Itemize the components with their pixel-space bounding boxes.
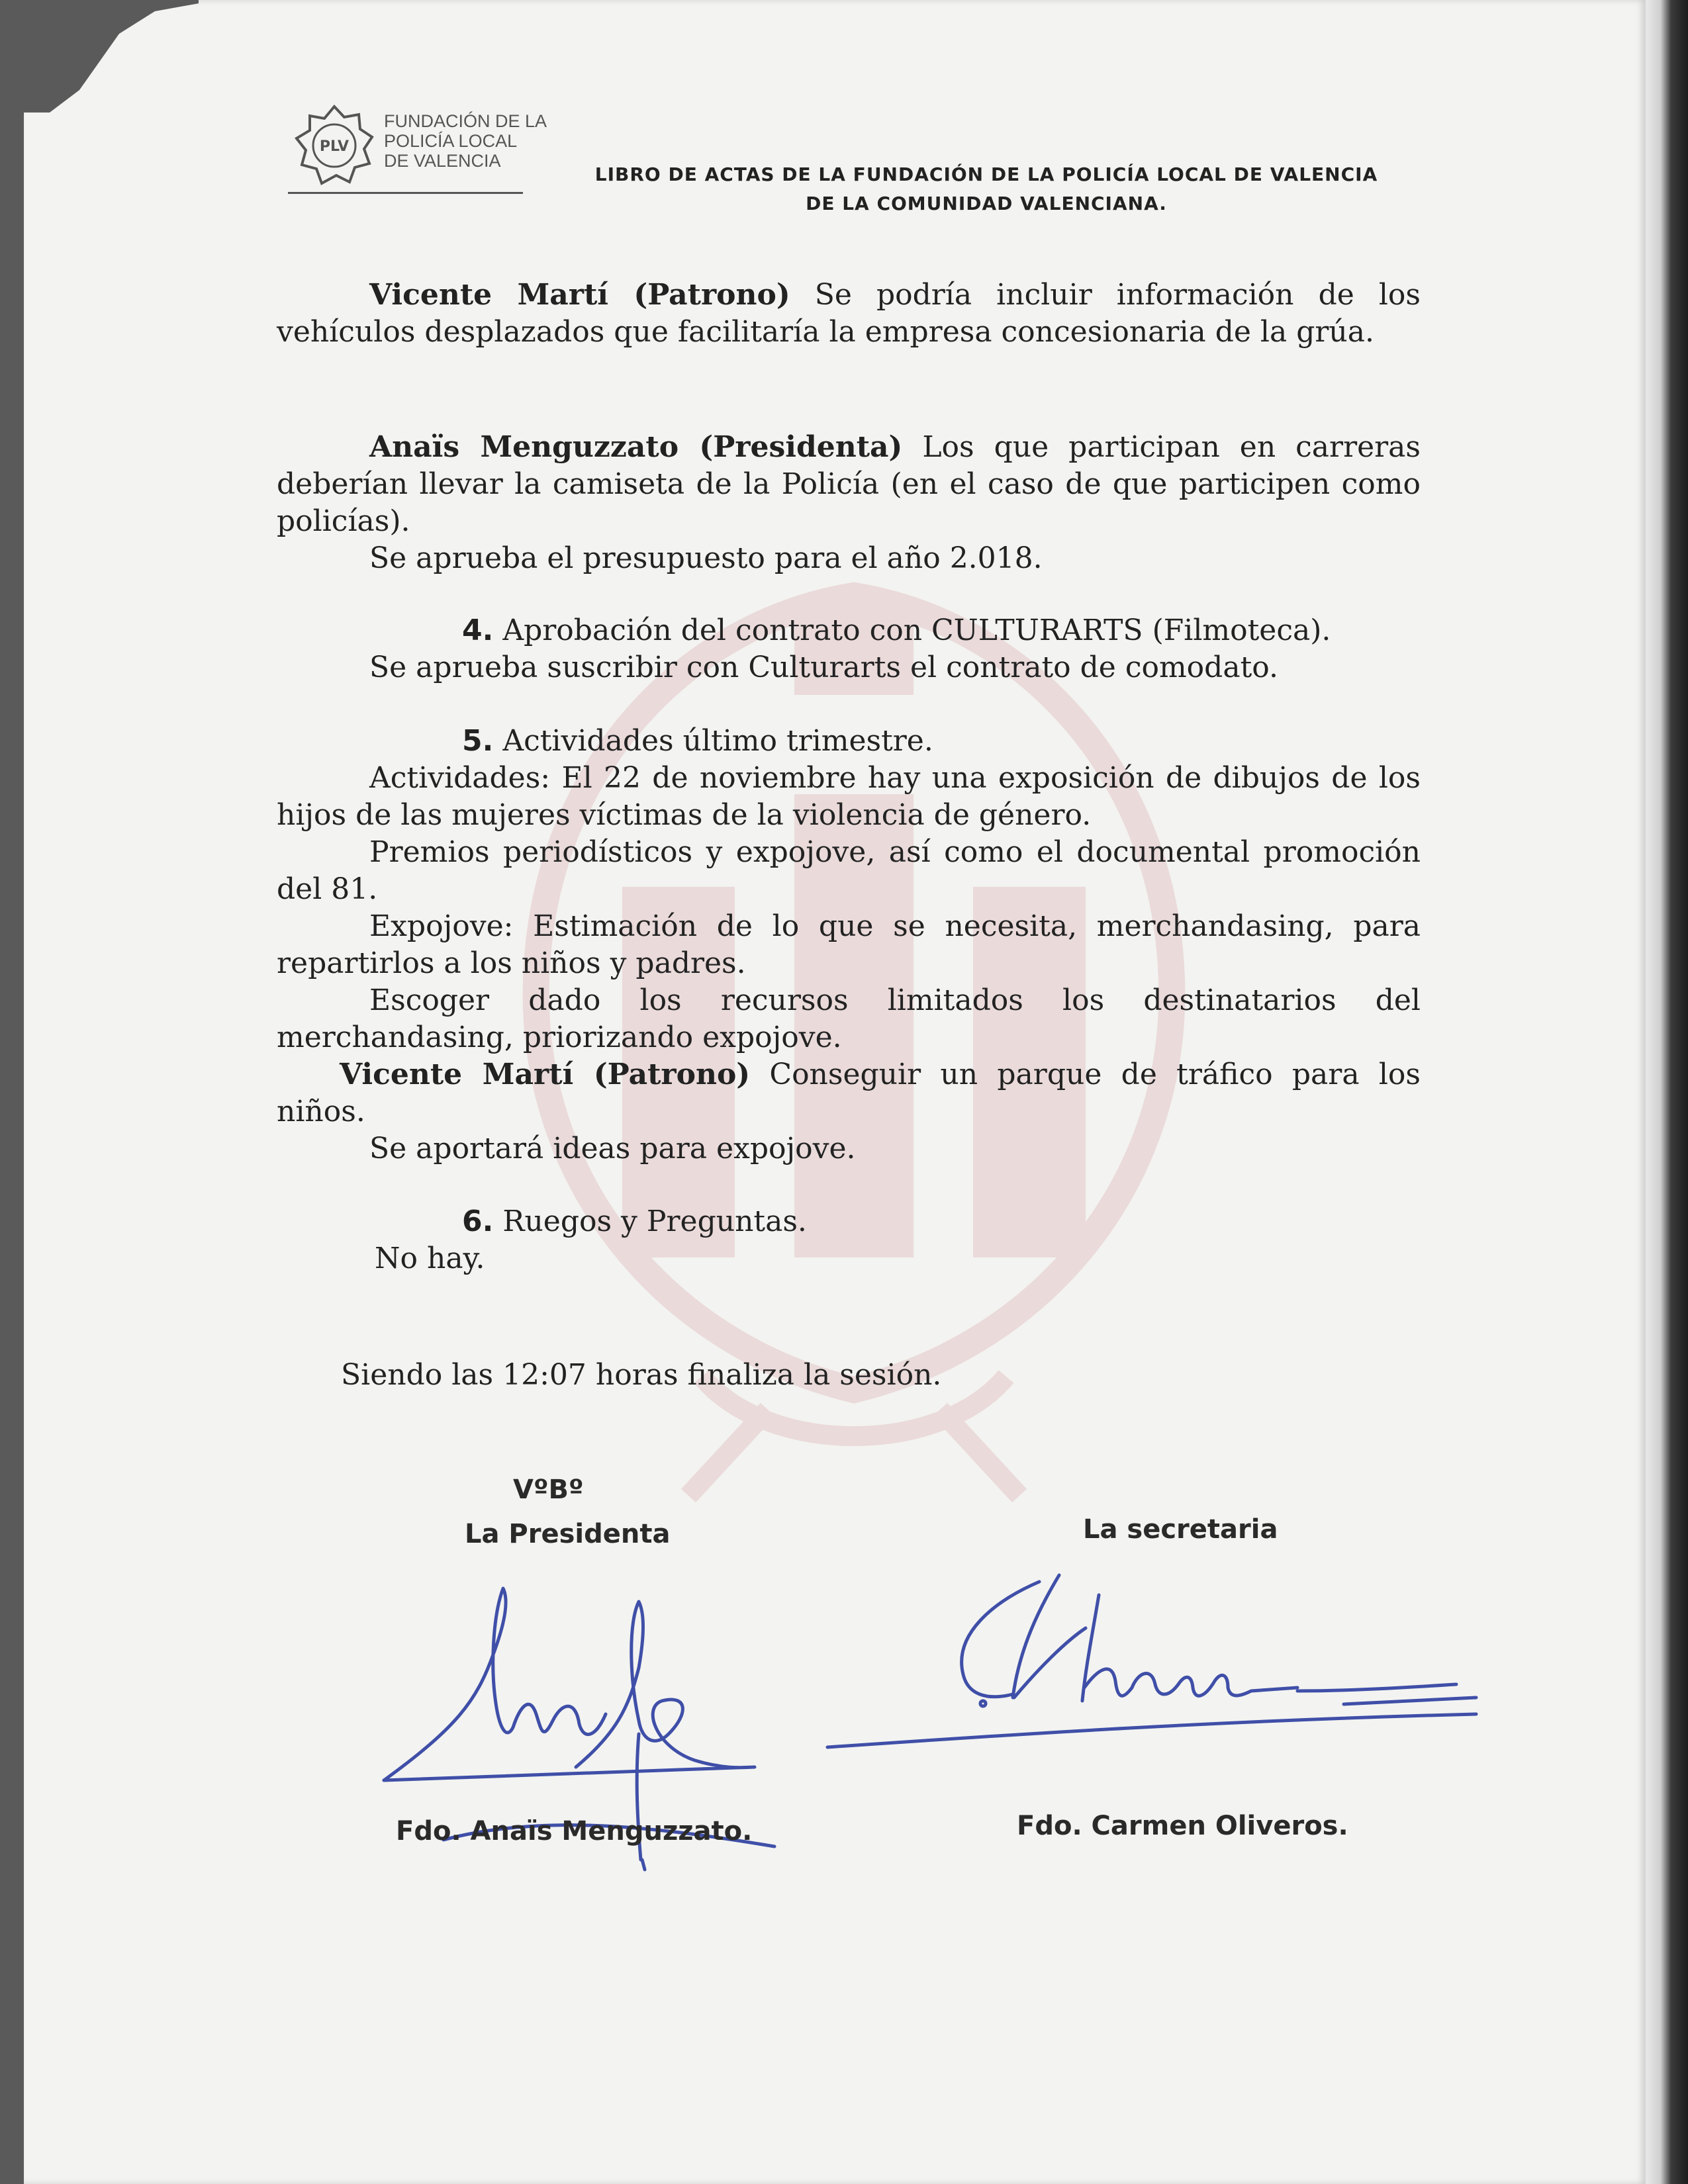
section-5 <box>277 723 1421 1167</box>
speaker-name: Vicente Martí (Patrono) <box>369 278 790 312</box>
budget-approval-text: Se aprueba el presupuesto para el año 2.018. <box>369 541 1043 575</box>
paragraph-vicente-1 <box>277 277 1421 351</box>
logo-text-line-2: POLICÍA LOCAL <box>384 131 518 151</box>
paragraph-text: Los que participan en carreras deberían llevar la camiseta de la Policía (en el caso de que participen como policías). <box>277 430 1421 538</box>
paragraph-text: Conseguir un parque de tráfico para los niños. <box>277 1058 1421 1128</box>
logo-text-line-3: DE VALENCIA <box>384 151 501 171</box>
president-role-label: La Presidenta <box>465 1519 671 1549</box>
section-6 <box>277 1203 1421 1277</box>
expojove-text: Expojove: Estimación de lo que se necesita, merchandasing, para repartirlos a los niños y padres. <box>277 909 1421 980</box>
closing-line: Siendo las 12:07 horas finaliza la sesión. <box>341 1358 942 1392</box>
secretary-name-label: Fdo. Carmen Oliveros. <box>1017 1811 1348 1841</box>
logo-text-line-1: FUNDACIÓN DE LA <box>384 111 547 131</box>
president-name-label: Fdo. Anaïs Menguzzato. <box>396 1816 753 1846</box>
section-number: 4. <box>462 614 494 647</box>
section-text: No hay. <box>375 1242 485 1275</box>
vobo-label: VºBº <box>513 1475 584 1505</box>
header-title-line-1: LIBRO DE ACTAS DE LA FUNDACIÓN DE LA POLICÍA LOCAL DE VALENCIA <box>594 163 1378 185</box>
activities-text: Actividades: El 22 de noviembre hay una exposición de dibujos de los hijos de las mujeres víctimas de la violencia de género. <box>277 761 1421 832</box>
paragraph-text: Se podría incluir información de los vehículos desplazados que facilitaría la empresa concesionaria de la grúa. <box>277 278 1421 349</box>
section-4 <box>277 612 1421 686</box>
logo-badge-text: PLV <box>319 138 350 155</box>
section-title: Actividades último trimestre. <box>493 724 933 758</box>
document-header-title <box>477 160 1496 218</box>
secretary-role-label: La secretaria <box>1083 1514 1278 1545</box>
section-title: Aprobación del contrato con CULTURARTS (Filmoteca). <box>493 614 1331 647</box>
section-number: 5. <box>462 724 494 758</box>
scan-edge <box>1646 0 1688 2184</box>
speaker-name: Vicente Martí (Patrono) <box>340 1058 751 1091</box>
awards-text: Premios periodísticos y expojove, así como el documental promoción del 81. <box>277 835 1421 906</box>
paragraph-anais <box>277 429 1421 577</box>
merchandising-text: Escoger dado los recursos limitados los destinatarios del merchandasing, priorizando expojove. <box>277 983 1421 1054</box>
section-text: Se aprueba suscribir con Culturarts el contrato de comodato. <box>369 651 1278 684</box>
secretary-signature <box>821 1555 1496 1780</box>
foundation-logo-icon <box>291 103 377 189</box>
section-title: Ruegos y Preguntas. <box>493 1205 807 1238</box>
section-number: 6. <box>462 1205 494 1238</box>
speaker-name: Anaïs Menguzzato (Presidenta) <box>369 430 903 464</box>
header-title-line-2: DE LA COMUNIDAD VALENCIANA. <box>806 193 1167 214</box>
ideas-text: Se aportará ideas para expojove. <box>369 1132 856 1165</box>
